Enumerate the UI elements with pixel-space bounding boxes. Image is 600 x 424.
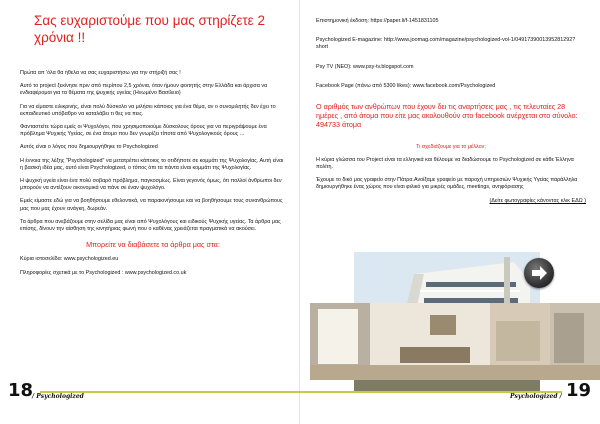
left-article	[20, 70, 286, 283]
scientific-edition-link[interactable]: Επιστημονική έκδοση: https://paper.li/f-1451831105	[316, 18, 439, 24]
paragraph-2: Αυτό το project ξεκίνησε πριν από περίπου 2,5 χρόνια, όταν ήμουν φοιτητής στην Ελλάδα και άρχισα να ενδιαφέρομαι για τα θέματα της ψυχικής υγείας (Ηνωμένο Βασίλειο)	[20, 83, 268, 97]
paragraph-8: Εμείς είμαστε εδώ για να βοηθήσουμε εθελοντικά, να παρακινήσουμε και να βοηθήσουμε τους συνανθρώπους μας που μας έχουν ανάγκη, δωρεάν.	[20, 198, 283, 212]
paragraph-5: Αυτός είναι ο λόγος που δημιουργήθηκε το Psychologized	[20, 144, 158, 151]
page-number-right: 19	[566, 380, 592, 401]
paragraph-9: Τα άρθρα που ανεβάζουμε στην σελίδα μας είναι από Ψυχολόγους και ειδικούς Ψυχικής υγείας. Τα άρθρα μας επίσης, δίνουν την αίσθηση της κινητήριας φωνή που ο καθένας χρειάζεται πραγματικά να ακούσει.	[20, 218, 281, 233]
right-page	[300, 0, 600, 424]
future-paragraph-2: Έχουμε το δικό μας γραφείο στην Πάτρα.Ανοίξαμε γραφείο με παροχή υπηρεσιών Ψυχικής Υγείας παράλληλα δημιουργήθηκε ένας χώρος που είναι φιλικό για μικρές ομάδες, meetings, ανηφόριασης	[316, 177, 578, 191]
paragraph-7: Η ψυχική υγεία είναι ένα πολύ σοβαρό πρόβλημα, παγκοσμίως. Είναι γεγονός όμως, ότι πολλοί άνθρωποι δεν μπορούν να αντέξουν οικονομικά να πάνε σε έναν ψυχολόγο.	[20, 178, 282, 192]
magazine-name-right: Psychologized /	[510, 393, 562, 400]
facebook-link[interactable]: Facebook Page (πάνω από 5300 likes): www.facebook.com/Psychologized	[316, 82, 496, 89]
magazine-name-left: / Psychologized	[32, 393, 84, 400]
psy-tv-link[interactable]: Psy TV (ΝΕΟ): www.psy-tv.blogspot.com	[316, 63, 414, 70]
arrow-right-icon	[524, 258, 554, 288]
paragraph-4: Φανταστείτε τώρα εμείς οι Ψυχολόγοι, που χρησιμοποιούμε δύσκολους όρους για να περιγράψουμε ένα πρόβλημα Ψυχικής Υγείας, σε ένα άτομο που δεν γνωρίζει τίποτα από Ψυχολογικούς όρους ...	[20, 124, 267, 138]
paragraph-6: Η έννοια της λέξης "Psychologized" να μετατρέπει κάποιος το οτιδήποτε σε κομμάτι της Ψυχολογίας. Αυτή είναι η βασική ιδέα μας, αυτό είναι Psychologized, ο τόπος όπι τα πάντα είναι κομμάτι της Ψυχολογίας.	[20, 157, 284, 171]
main-site-link[interactable]: Κύρια ιστοσελίδα: www.psychologized.eu	[20, 256, 119, 263]
photos-link-text[interactable]: (Δείτε φωτογραφίες κάνοντας κλικ ΕΔΩ )	[489, 197, 586, 204]
future-paragraph-1: Η κύρια γλώσσα του Project είναι τα ελληνικά και θέλουμε να διαδώσουμε το Psychologized σε κάθε Έλληνα πολίτη.	[316, 156, 574, 171]
photos-link[interactable]	[316, 198, 586, 205]
page-title: Σας ευχαριστούμε που μας στηρίζετε 2 χρόνια !!	[34, 13, 265, 45]
office-interior-photo	[310, 303, 600, 380]
emagazine-link[interactable]: Psychologized E-magazine: http://www.joomag.com/magazine/psychologized-vol-1/0491739001395281292?short	[316, 37, 576, 51]
read-articles-heading: Μπορείτε να διαβάσετε τα άρθρα μας στα:	[86, 240, 220, 250]
right-article	[316, 18, 586, 205]
paragraph-3: Για να είμαστε ειλικρινής, είναι πολύ δύσκολο να μιλήσει κάποιος για ένα θέμα, αν ο συνομιλητής δεν έχει το εκπαιδευτικό υπόβαθρο να καταλάβει τι θες να πεις.	[20, 103, 276, 117]
paragraph-1: Πρώτα απ 'όλα θα ήθελα να σας ευχαριστήσω για την στήριξή σας !	[20, 70, 181, 76]
page-number-left: 18	[8, 380, 34, 401]
next-photo-button[interactable]	[524, 258, 554, 288]
reach-highlight: Ο αριθμός των ανθρώπων που έχουν δει τις αναρτήσεις μας , τις τελευταίες 28 ημέρες , από άτομα που είτε μας ακολουθούν στο facebook ανέρχεται στο σύνολο: 494733 άτομα	[316, 102, 578, 130]
future-heading: Τι σχεδιάζουμε για το μέλλον;	[416, 143, 486, 150]
info-site-link[interactable]: Πληροφορίες σχετικά με το Psychologized : www.psychologized.co.uk	[20, 269, 187, 276]
